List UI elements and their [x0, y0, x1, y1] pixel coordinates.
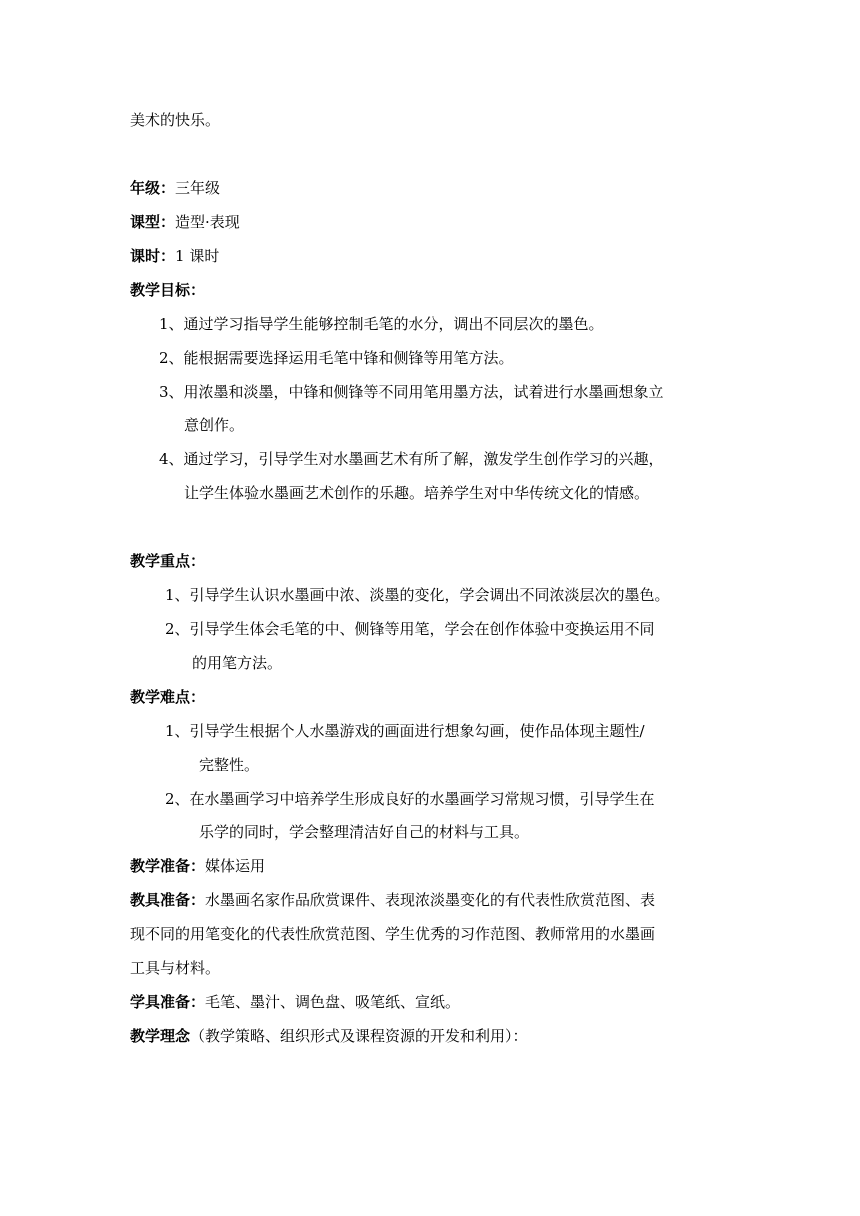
objective-item: 1、通过学习指导学生能够控制毛笔的水分，调出不同层次的墨色。	[159, 315, 604, 333]
duration-value: 1 课时	[175, 247, 220, 265]
lesson-type-label: 课型：	[130, 213, 176, 231]
philosophy-label: 教学理念	[130, 1027, 191, 1045]
objective-item: 3、用浓墨和淡墨，中锋和侧锋等不同用笔用墨方法，试着进行水墨画想象立	[159, 383, 664, 401]
objective-item: 4、通过学习，引导学生对水墨画艺术有所了解，激发学生创作学习的兴趣，	[159, 450, 664, 468]
preparation-label: 教学准备：	[130, 857, 206, 875]
objectives-heading: 教学目标：	[130, 281, 206, 299]
difficulties-heading: 教学难点：	[130, 688, 206, 706]
difficulty-item-continued: 完整性。	[199, 756, 260, 774]
student-tools-value: 毛笔、墨汁、调色盘、吸笔纸、宣纸。	[205, 993, 461, 1011]
key-point-item: 2、引导学生体会毛笔的中、侧锋等用笔，学会在创作体验中变换运用不同	[165, 620, 655, 638]
grade-label: 年级：	[130, 179, 176, 197]
teaching-aids-text: 水墨画名家作品欣赏课件、表现浓淡墨变化的有代表性欣赏范图、表	[205, 891, 656, 909]
teaching-aids-text: 工具与材料。	[130, 959, 221, 977]
key-point-item-continued: 的用笔方法。	[192, 654, 283, 672]
teaching-aids-text: 现不同的用笔变化的代表性欣赏范图、学生优秀的习作范图、教师常用的水墨画	[130, 925, 656, 943]
duration-row	[130, 246, 219, 266]
teaching-aids-row	[130, 890, 655, 910]
grade-value: 三年级	[175, 179, 221, 197]
student-tools-row	[130, 992, 460, 1012]
key-point-item: 1、引导学生认识水墨画中浓、淡墨的变化，学会调出不同浓淡层次的墨色。	[165, 586, 670, 604]
teaching-aids-label: 教具准备：	[130, 891, 206, 909]
philosophy-value: （教学策略、组织形式及课程资源的开发和利用）：	[190, 1027, 528, 1045]
key-points-heading: 教学重点：	[130, 552, 206, 570]
intro-tail: 美术的快乐。	[130, 111, 221, 129]
objective-item: 2、能根据需要选择运用毛笔中锋和侧锋等用笔方法。	[159, 349, 514, 367]
philosophy-row	[130, 1026, 528, 1046]
objective-item-continued: 让学生体验水墨画艺术创作的乐趣。培养学生对中华传统文化的情感。	[184, 484, 650, 502]
objective-item-continued: 意创作。	[184, 416, 245, 434]
lesson-type-row	[130, 212, 240, 232]
difficulty-item: 2、在水墨画学习中培养学生形成良好的水墨画学习常规习惯，引导学生在	[165, 790, 655, 808]
student-tools-label: 学具准备：	[130, 993, 206, 1011]
preparation-value: 媒体运用	[205, 857, 266, 875]
duration-label: 课时：	[130, 247, 176, 265]
preparation-row	[130, 856, 265, 876]
difficulty-item: 1、引导学生根据个人水墨游戏的画面进行想象勾画，使作品体现主题性/	[165, 722, 645, 740]
lesson-type-value: 造型·表现	[175, 213, 240, 231]
difficulty-item-continued: 乐学的同时，学会整理清洁好自己的材料与工具。	[199, 823, 530, 841]
grade-row	[130, 178, 220, 198]
